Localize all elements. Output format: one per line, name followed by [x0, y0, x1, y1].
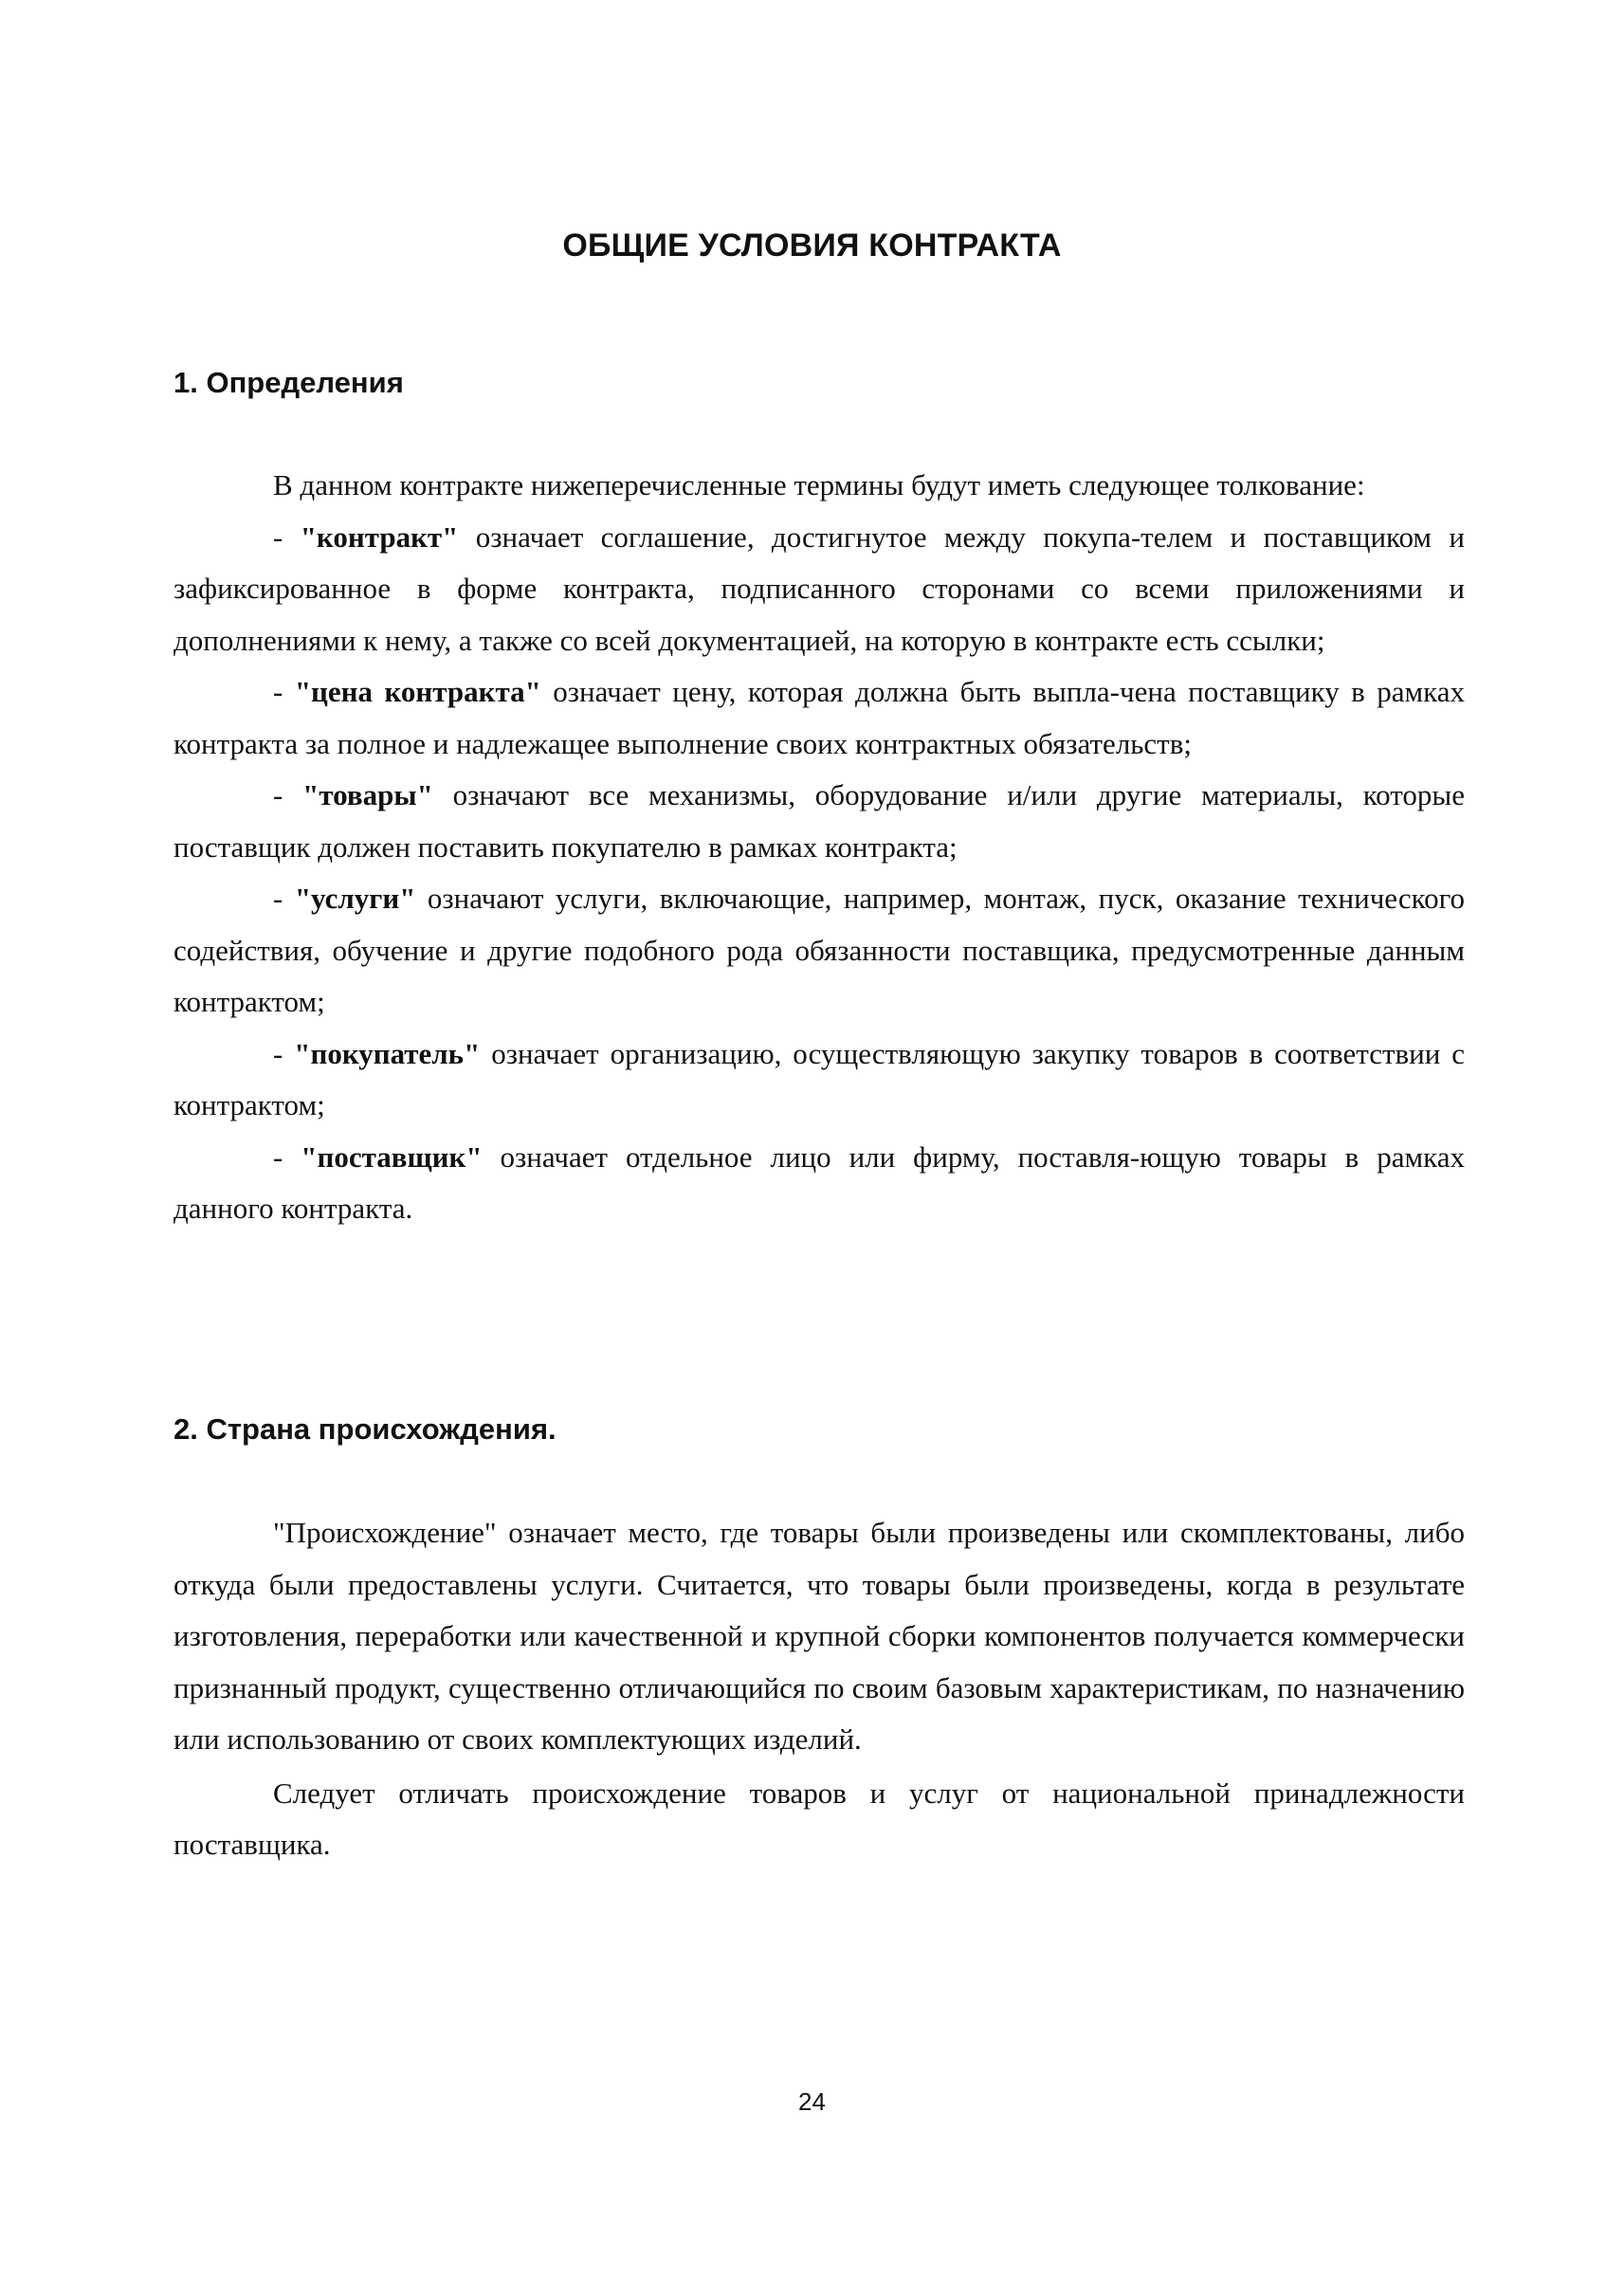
- definition-item: - "контракт" означает соглашение, достигнутое между покупа-телем и поставщиком и зафиксированное в форме контракта, подписанного сторонами со всеми приложениями и дополнениями к нему, а также со всей документацией, на которую в контракте есть ссылки;: [173, 519, 1466, 657]
- definitions-body: [173, 460, 1465, 1235]
- definition-text: означают все механизмы, оборудование и/или другие материалы, которые поставщик должен поставить покупателю в рамках контракта;: [173, 778, 1466, 864]
- origin-paragraph: "Происхождение" означает место, где товары были произведены или скомплектованы, либо откуда были предоставлены услуги. Считается, что товары были произведены, когда в результате изготовления, переработки или качественной и крупной сборки компонентов получается коммерчески признанный продукт, существенно отличающийся по своим базовым характеристикам, по назначению или использованию от своих комплектующих изделий.: [173, 1516, 1465, 1756]
- definition-term: "цена контракта": [294, 675, 541, 708]
- definition-text: означает отдельное лицо или фирму, поставля-ющую товары в рамках данного контракта.: [173, 1139, 1465, 1225]
- definition-item: - "цена контракта" означает цену, которая должна быть выпла-чена поставщику в рамках контракта за полное и надлежащее выполнение своих контрактных обязательств;: [173, 675, 1466, 760]
- definition-text: означают услуги, включающие, например, монтаж, пуск, оказание технического содействия, обучение и другие подобного рода обязанности поставщика, предусмотренные данным контрактом;: [173, 882, 1466, 1018]
- definition-item: - "услуги" означают услуги, включающие, например, монтаж, пуск, оказание технического содействия, обучение и другие подобного рода обязанности поставщика, предусмотренные данным контрактом;: [173, 882, 1466, 1018]
- definition-term: "покупатель": [294, 1036, 481, 1070]
- definition-item: - "товары" означают все механизмы, оборудование и/или другие материалы, которые поставщик должен поставить покупателю в рамках контракта;: [173, 778, 1466, 864]
- page-number: 24: [798, 2087, 826, 2116]
- definition-term: "товары": [302, 778, 433, 811]
- document-title: ОБЩИЕ УСЛОВИЯ КОНТРАКТА: [562, 228, 1062, 264]
- section-heading-definitions: 1. Определения: [173, 366, 404, 399]
- definition-term: "контракт": [300, 519, 459, 554]
- definition-term: "услуги": [294, 882, 416, 915]
- definition-item: - "поставщик" означает отдельное лицо или фирму, поставля-ющую товары в рамках данного контракта.: [173, 1139, 1465, 1225]
- definition-term: "поставщик": [301, 1139, 483, 1174]
- definition-text: означает цену, которая должна быть выпла-чена поставщику в рамках контракта за полное и надлежащее выполнение своих контрактных обязательств;: [173, 675, 1466, 760]
- origin-paragraph: Следует отличать происхождение товаров и услуг от национальной принадлежности поставщика.: [173, 1776, 1465, 1861]
- definitions-intro: В данном контракте нижеперечисленные термины будут иметь следующее толкование:: [273, 468, 1365, 501]
- section-heading-origin: 2. Страна происхождения.: [173, 1412, 557, 1446]
- definition-text: означает соглашение, достигнутое между покупа-телем и поставщиком и зафиксированное в форме контракта, подписанного сторонами со всеми приложениями и дополнениями к нему, а также со всей документацией, на которую в контракте есть ссылки;: [173, 519, 1466, 657]
- definition-text: означает организацию, осуществляющую закупку товаров в соответствии с контрактом;: [173, 1036, 1465, 1121]
- definition-item: - "покупатель" означает организацию, осуществляющую закупку товаров в соответствии с контрактом;: [173, 1036, 1465, 1121]
- origin-body: [173, 1507, 1465, 1871]
